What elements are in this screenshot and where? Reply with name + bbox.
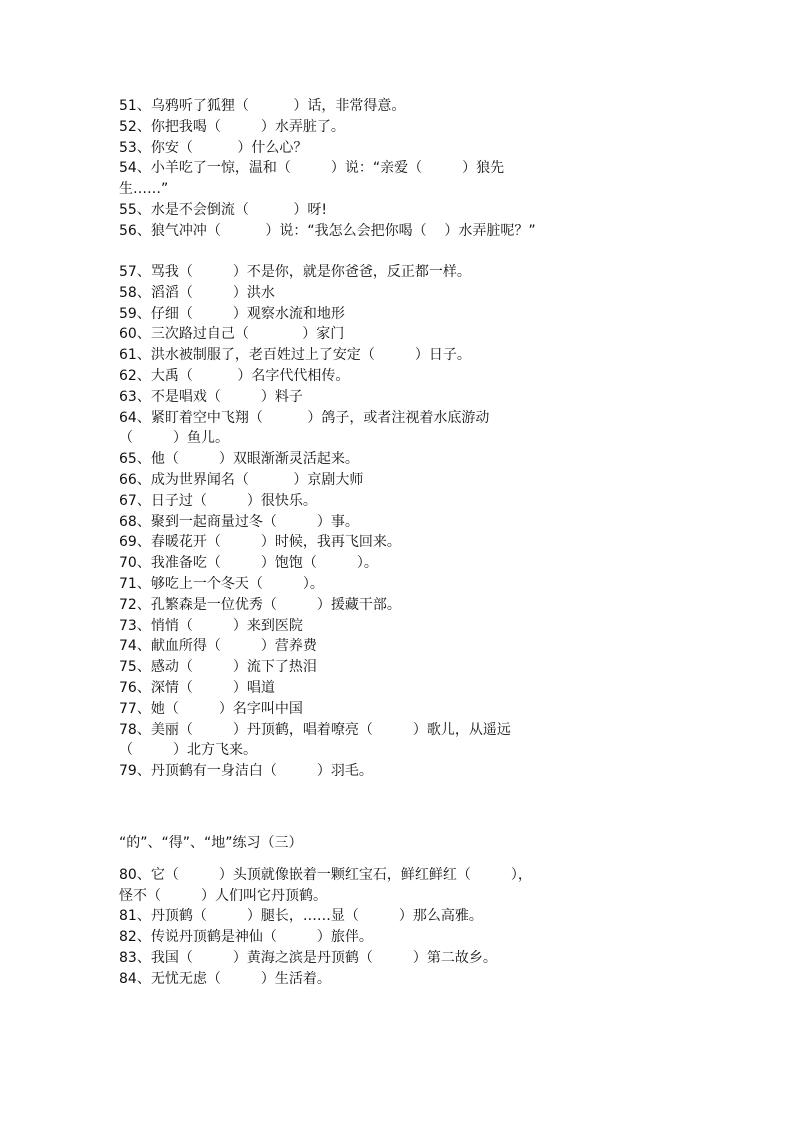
exercise-line: 60、三次路过自己（ ）家门 [119, 326, 345, 343]
exercise-line: 62、大禹（ ）名字代代相传。 [119, 367, 350, 384]
exercise-line: 69、春暖花开（ ）时候，我再飞回来。 [119, 534, 401, 551]
exercise-line: 83、我国（ ）黄海之滨是丹顶鹤（ ）第二故乡。 [119, 949, 497, 966]
exercise-line: 65、他（ ）双眼渐渐灵活起来。 [119, 451, 359, 468]
exercise-line: 78、美丽（ ）丹顶鹤，唱着嘹亮（ ）歌儿，从遥远 [119, 721, 511, 738]
exercise-line: 81、丹顶鹤（ ）腿长，……显（ ）那么高雅。 [119, 908, 483, 925]
exercise-group-51-56 [119, 96, 709, 242]
exercise-line: 68、聚到一起商量过冬（ ）事。 [119, 513, 359, 530]
exercise-line: 70、我准备吃（ ）饱饱（ ）。 [119, 555, 378, 572]
exercise-line: 84、无忧无虑（ ）生活着。 [119, 970, 331, 987]
exercise-line: 82、传说丹顶鹤是神仙（ ）旅伴。 [119, 929, 373, 946]
exercise-line: 72、孔繁森是一位优秀（ ）援藏干部。 [119, 596, 401, 613]
section-title: “的”、“得”、“地”练习（三） [119, 835, 303, 851]
exercise-line: 怪不（ ）人们叫它丹顶鹤。 [119, 887, 328, 904]
exercise-group-57-79 [119, 262, 709, 782]
exercise-line: 54、小羊吃了一惊，温和（ ）说：“亲爱（ ）狼先 [119, 160, 505, 177]
exercise-line: 56、狼气冲冲（ ）说：“我怎么会把你喝（ ）水弄脏呢？” [119, 222, 536, 239]
exercise-line: 66、成为世界闻名（ ）京剧大师 [119, 471, 364, 488]
exercise-line: 61、洪水被制服了，老百姓过上了安定（ ）日子。 [119, 347, 471, 364]
exercise-line: 51、乌鸦听了狐狸（ ）话，非常得意。 [119, 98, 406, 114]
exercise-line: 63、不是唱戏（ ）料子 [119, 388, 303, 405]
exercise-line: 53、你安（ ）什么心？ [119, 139, 308, 156]
exercise-line: 67、日子过（ ）很快乐。 [119, 492, 317, 509]
exercise-line: 52、你把我喝（ ）水弄脏了。 [119, 118, 345, 135]
exercise-line: 75、感动（ ）流下了热泪 [119, 659, 317, 676]
exercise-line: 71、够吃上一个冬天（ ）。 [119, 575, 324, 592]
exercise-line: 57、骂我（ ）不是你，就是你爸爸，反正都一样。 [119, 264, 471, 280]
exercise-group-80-84 [119, 833, 709, 990]
exercise-line: 79、丹顶鹤有一身洁白（ ）羽毛。 [119, 763, 373, 780]
exercise-line: （ ）北方飞来。 [119, 742, 258, 759]
exercise-line: 76、深情（ ）唱道 [119, 679, 275, 696]
exercise-line: 74、献血所得（ ）营养费 [119, 638, 317, 655]
exercise-line: 58、滔滔（ ）洪水 [119, 284, 275, 301]
exercise-line: 73、悄悄（ ）来到医院 [119, 617, 303, 634]
exercise-line: （ ）鱼儿。 [119, 430, 230, 447]
exercise-line: 生……” [119, 181, 169, 198]
exercise-line: 77、她（ ）名字叫中国 [119, 700, 303, 717]
exercise-line: 64、紧盯着空中飞翔（ ）鸽子，或者注视着水底游动 [119, 409, 490, 426]
exercise-line: 80、它（ ）头顶就像嵌着一颗红宝石，鲜红鲜红（ ）， [119, 866, 532, 883]
exercise-line: 59、仔细（ ）观察水流和地形 [119, 305, 345, 322]
exercise-line: 55、水是不会倒流（ ）呀! [119, 201, 327, 218]
